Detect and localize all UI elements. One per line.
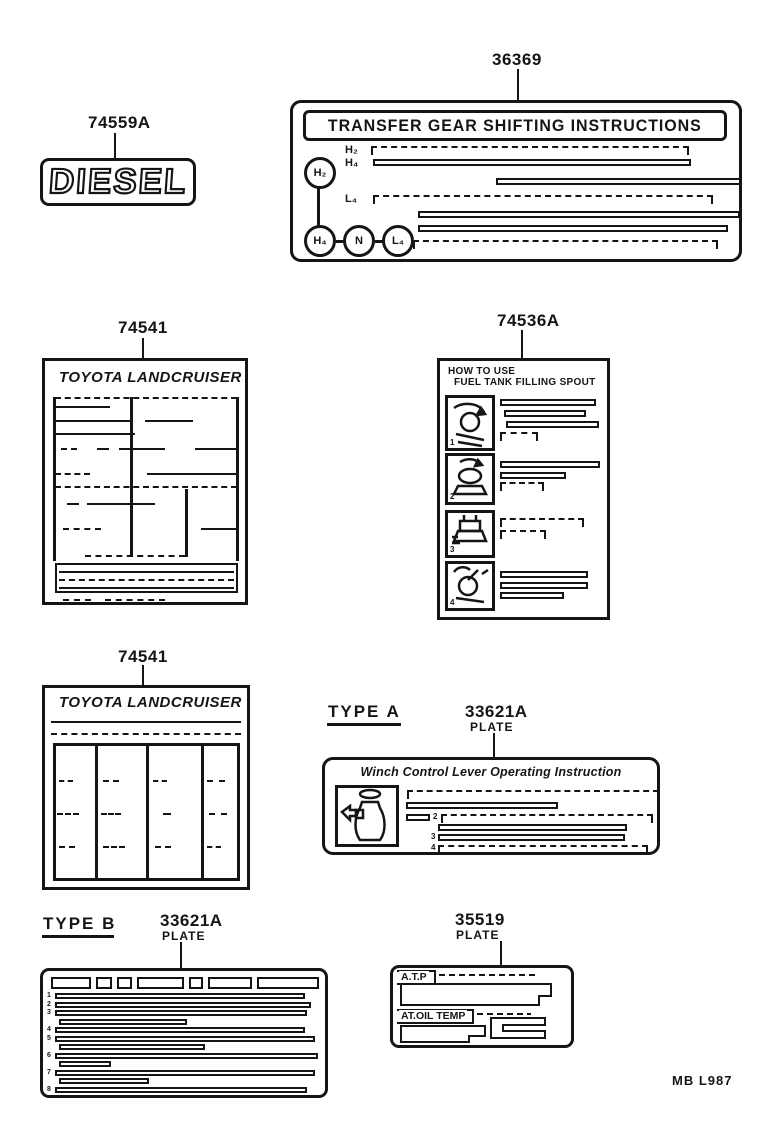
text-bar bbox=[406, 802, 558, 809]
shift-node-h4: H₄ bbox=[304, 225, 336, 257]
diesel-badge bbox=[40, 158, 196, 206]
table-line bbox=[101, 813, 121, 815]
table-line bbox=[57, 813, 79, 815]
type-b-underline bbox=[42, 935, 114, 938]
text-bar bbox=[55, 1053, 318, 1059]
shift-node-l4: L₄ bbox=[382, 225, 414, 257]
table-line bbox=[51, 721, 241, 723]
typeb-row-number: 2 bbox=[47, 1001, 51, 1008]
fuel-step-number: 2 bbox=[450, 492, 455, 501]
text-bar bbox=[438, 824, 627, 831]
plate-caption: PLATE bbox=[162, 929, 206, 943]
table-line bbox=[59, 579, 234, 581]
row-label-h4: H₄ bbox=[345, 157, 359, 169]
fuel-step-3-illustration bbox=[445, 510, 495, 558]
row-label-h2: H₂ bbox=[345, 144, 358, 156]
winch-step-number: 3 bbox=[431, 832, 436, 841]
table-line bbox=[55, 420, 133, 422]
type-b-heading: TYPE B bbox=[43, 914, 117, 933]
text-bar bbox=[441, 814, 653, 823]
table-line bbox=[51, 733, 241, 735]
fuel-step-number: 4 bbox=[450, 598, 455, 607]
text-bar bbox=[500, 571, 588, 578]
typeb-row-number: 1 bbox=[47, 992, 51, 999]
typeb-row-number: 4 bbox=[47, 1026, 51, 1033]
table-line bbox=[147, 473, 237, 475]
text-bar bbox=[500, 461, 600, 468]
page-code: MB L987 bbox=[672, 1073, 733, 1088]
plate-caption: PLATE bbox=[470, 720, 514, 734]
typeb-row-number: 7 bbox=[47, 1069, 51, 1076]
shift-pattern-line bbox=[317, 188, 320, 226]
text-bar bbox=[371, 146, 689, 155]
table-line bbox=[55, 486, 237, 488]
table-line bbox=[97, 448, 109, 450]
part-number-33621A-typea: 33621A bbox=[465, 702, 528, 721]
typeb-row-number: 6 bbox=[47, 1052, 51, 1059]
type-a-underline bbox=[327, 723, 401, 726]
table-line bbox=[201, 528, 237, 530]
winch-title: Winch Control Lever Operating Instruction bbox=[360, 765, 622, 779]
text-bar bbox=[500, 592, 564, 599]
table-line bbox=[105, 599, 165, 601]
text-bar bbox=[55, 1070, 315, 1076]
leader-line bbox=[114, 133, 116, 158]
leader-line bbox=[500, 941, 502, 967]
atp-line1: A.T.P bbox=[401, 971, 427, 983]
table-line bbox=[103, 780, 119, 782]
table-line bbox=[163, 813, 171, 815]
table-line bbox=[145, 420, 193, 422]
typeb-row-number: 8 bbox=[47, 1086, 51, 1093]
plate-caption: PLATE bbox=[456, 928, 500, 942]
atp-label bbox=[390, 965, 574, 1048]
table-line bbox=[67, 503, 79, 505]
text-bar bbox=[438, 845, 648, 854]
fuel-title-line2: FUEL TANK FILLING SPOUT bbox=[454, 377, 596, 388]
diesel-badge-text: DIESEL bbox=[47, 162, 189, 201]
leader-line bbox=[180, 942, 182, 968]
table-line bbox=[55, 397, 237, 399]
vin-plate-2-title: TOYOTA LANDCRUISER bbox=[59, 694, 242, 711]
text-bar bbox=[506, 421, 599, 428]
text-bar bbox=[55, 1027, 305, 1033]
table-line bbox=[201, 743, 204, 881]
text-bar bbox=[418, 225, 728, 232]
text-bar bbox=[59, 1078, 149, 1084]
text-bar bbox=[55, 1036, 315, 1042]
header-box bbox=[189, 977, 203, 989]
winch-step-number: 2 bbox=[433, 812, 438, 821]
table-line bbox=[55, 433, 135, 435]
fuel-cap-icon bbox=[448, 456, 492, 502]
table-line bbox=[85, 555, 185, 557]
fuel-cap-icon bbox=[448, 564, 492, 608]
part-number-36369: 36369 bbox=[492, 50, 542, 69]
table-line bbox=[207, 780, 225, 782]
fuel-title-line1: HOW TO USE bbox=[448, 366, 516, 377]
header-box bbox=[51, 977, 91, 989]
leader-line bbox=[493, 733, 495, 757]
typeb-row-number: 3 bbox=[47, 1009, 51, 1016]
fuel-step-4-illustration bbox=[445, 561, 495, 611]
fuel-cap-icon bbox=[448, 398, 492, 448]
text-bar bbox=[500, 582, 588, 589]
fuel-spout-icon bbox=[448, 513, 492, 555]
winch-step-number: 4 bbox=[431, 843, 436, 852]
part-number-33621A-typeb: 33621A bbox=[160, 911, 223, 930]
header-box bbox=[257, 977, 319, 989]
header-box bbox=[117, 977, 132, 989]
text-bar bbox=[438, 834, 625, 841]
header-box bbox=[208, 977, 252, 989]
text-bar bbox=[496, 178, 741, 185]
table-line bbox=[119, 448, 165, 450]
typeb-label bbox=[40, 968, 328, 1098]
text-bar bbox=[55, 993, 305, 999]
text-bar bbox=[418, 211, 740, 218]
table-line bbox=[209, 813, 227, 815]
table-line bbox=[59, 780, 73, 782]
text-bar bbox=[413, 240, 718, 249]
fuel-step-number: 1 bbox=[450, 438, 455, 447]
part-number-74541-2: 74541 bbox=[118, 647, 168, 666]
text-bar bbox=[500, 472, 566, 479]
text-bar bbox=[500, 518, 584, 527]
part-number-74541-1: 74541 bbox=[118, 318, 168, 337]
text-bar bbox=[55, 1010, 307, 1016]
table-line bbox=[103, 846, 125, 848]
table-line bbox=[63, 528, 101, 530]
text-bar bbox=[55, 1087, 307, 1093]
table-line bbox=[195, 448, 237, 450]
table-line bbox=[185, 489, 188, 557]
table-line bbox=[59, 846, 75, 848]
atp-line2: AT.OIL TEMP bbox=[401, 1010, 466, 1022]
vin-plate-2 bbox=[42, 685, 250, 890]
table-line bbox=[87, 503, 155, 505]
type-a-heading: TYPE A bbox=[328, 702, 401, 721]
text-bar bbox=[373, 195, 713, 204]
table-line bbox=[55, 473, 90, 475]
shift-node-n: N bbox=[343, 225, 375, 257]
table-line bbox=[63, 599, 91, 601]
text-bar bbox=[500, 530, 546, 539]
table-line bbox=[59, 587, 234, 589]
text-bar bbox=[373, 159, 691, 166]
part-number-74536A: 74536A bbox=[497, 311, 560, 330]
typeb-row-number: 5 bbox=[47, 1035, 51, 1042]
text-bar bbox=[406, 814, 430, 821]
fuel-step-1-illustration bbox=[445, 395, 495, 451]
leader-line bbox=[142, 338, 144, 358]
text-bar bbox=[59, 1061, 111, 1067]
table-line bbox=[155, 846, 171, 848]
part-number-74559A: 74559A bbox=[88, 113, 151, 132]
text-bar bbox=[59, 1044, 205, 1050]
table-line bbox=[61, 448, 77, 450]
fuel-step-2-illustration bbox=[445, 453, 495, 505]
table-line bbox=[153, 780, 167, 782]
table-line bbox=[59, 571, 234, 573]
transfer-title: TRANSFER GEAR SHIFTING INSTRUCTIONS bbox=[328, 115, 702, 135]
header-box bbox=[137, 977, 184, 989]
text-bar bbox=[500, 482, 544, 491]
text-bar bbox=[59, 1019, 187, 1025]
text-bar bbox=[407, 790, 659, 799]
leader-line bbox=[517, 69, 519, 100]
part-number-35519: 35519 bbox=[455, 910, 505, 929]
table-line bbox=[207, 846, 221, 848]
winch-label bbox=[322, 757, 660, 855]
text-bar bbox=[500, 399, 596, 406]
fuel-spout-label bbox=[437, 358, 610, 620]
transfer-gear-label bbox=[290, 100, 742, 262]
vin-plate-1-title: TOYOTA LANDCRUISER bbox=[59, 369, 242, 386]
text-bar bbox=[500, 432, 538, 441]
row-label-l4: L₄ bbox=[345, 193, 357, 205]
text-bar bbox=[55, 1002, 311, 1008]
vin-plate-1 bbox=[42, 358, 248, 605]
leader-line bbox=[142, 665, 144, 685]
table-line bbox=[55, 406, 110, 408]
table-line bbox=[146, 743, 149, 881]
shift-node-h2: H₂ bbox=[304, 157, 336, 189]
winch-lever-icon bbox=[338, 788, 396, 844]
table-line bbox=[236, 397, 239, 561]
leader-line bbox=[521, 330, 523, 358]
fuel-step-number: 3 bbox=[450, 545, 455, 554]
transfer-title-box bbox=[303, 110, 727, 141]
winch-lever-illustration bbox=[335, 785, 399, 847]
text-bar bbox=[504, 410, 586, 417]
header-box bbox=[96, 977, 112, 989]
table-line bbox=[95, 743, 98, 881]
